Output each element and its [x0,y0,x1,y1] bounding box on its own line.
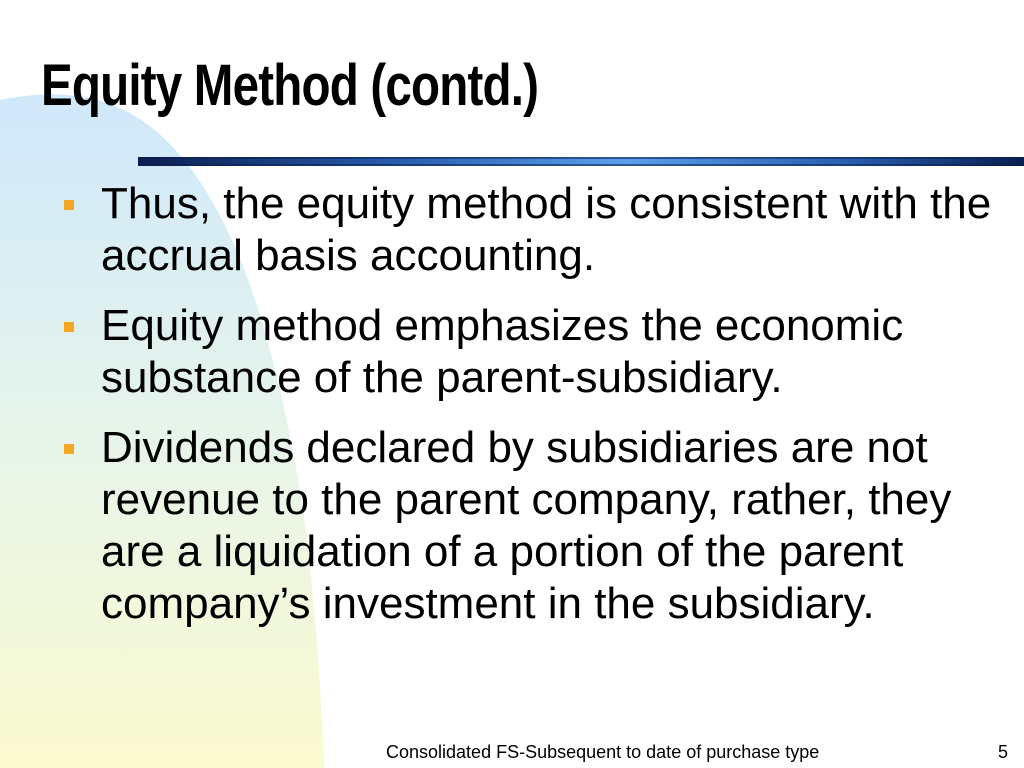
bullet-text: Thus, the equity method is consistent with the accrual basis accounting. [101,179,992,280]
slide-footer: Consolidated FS-Subsequent to date of purchase type [386,742,820,762]
slide-title: Equity Method (contd.) [41,53,539,118]
bullet-text: Dividends declared by subsidiaries are not revenue to the parent company, rather, they are a liquidation of a portion of the parent company’s investment in the subsidiary. [101,423,952,628]
square-bullet-icon [64,322,74,332]
page-number: 5 [998,742,1009,762]
square-bullet-icon [64,444,74,454]
bullet-item [58,422,998,630]
bullet-item [58,300,998,404]
title-underline-bar [138,157,1024,166]
square-bullet-icon [64,200,74,210]
bullet-text: Equity method emphasizes the economic substance of the parent-subsidiary. [101,301,904,402]
bullet-item [58,178,998,282]
bullet-list [58,178,998,648]
